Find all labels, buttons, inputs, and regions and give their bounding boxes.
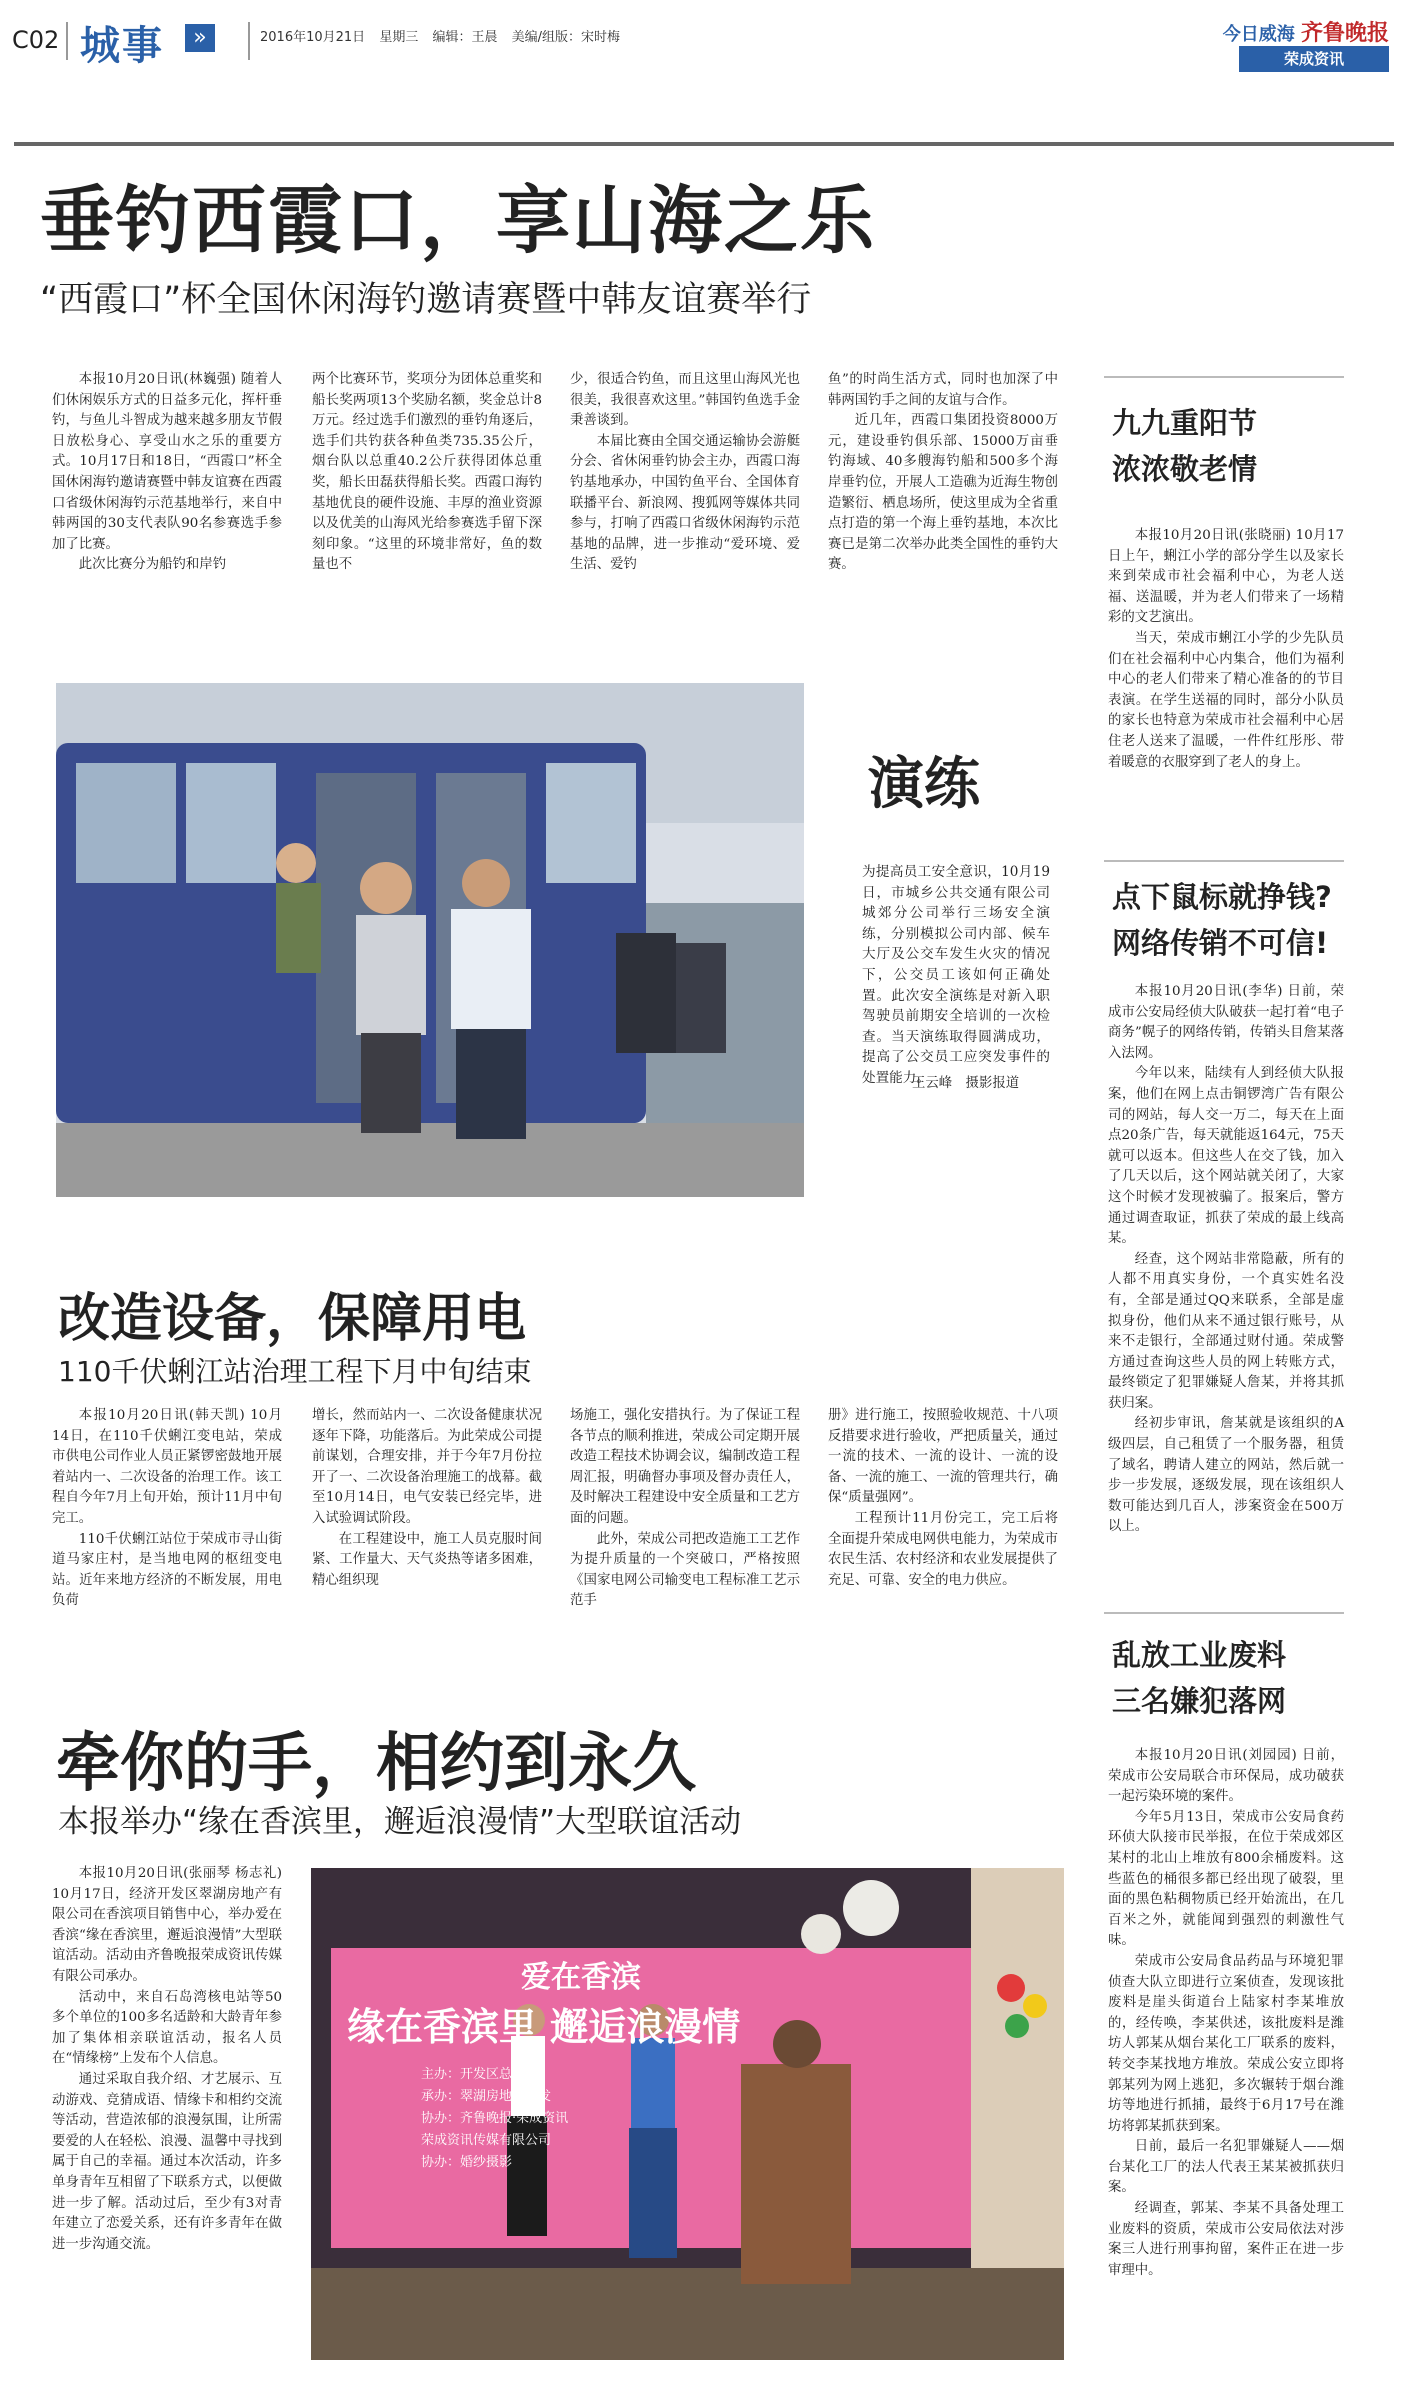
paragraph: 两个比赛环节，奖项分为团体总重奖和船长奖两项13个奖励名额，奖金总计8万元。经过选手们激烈的垂钓角逐后，选手们共钓获各种鱼类735.35公斤，烟台队以总重40.2公斤获得团体总重奖，船长田磊获得船长奖。西霞口海钓基地优良的硬件设施、丰厚的渔业资源以及优美的山海风光给参赛选手留下深刻印象。“这里的环境非常好，鱼的数量也不 (312, 372, 542, 573)
article-column (828, 370, 1058, 620)
col-s1 (1108, 526, 1344, 773)
article-column (52, 1406, 282, 1656)
paragraph: 本届比赛由全国交通运输协会游艇分会、省休闲垂钓协会主办，西霞口海钓基地承办，中国钓鱼平台、全国体育联播平台、新浪网、搜狐网等媒体共同参与，打响了西霞口省级休闲海钓示范基地的品牌，进一步推动“爱环境、爱生活、爱钓 (570, 433, 800, 573)
col-s2 (1108, 982, 1344, 1538)
paragraph: 日前，最后一名犯罪嫌疑人——烟台某化工厂的法人代表王某某被抓获归案。 (1108, 2139, 1344, 2196)
paragraph: 此外，荣成公司把改造施工工艺作为提升质量的一个突破口，严格按照《国家电网公司输变电工程标准工艺示范手 (570, 1531, 800, 1609)
paragraph: 本报10月20日讯(刘园园) 日前，荣成市公安局联合市环保局，成功破获一起污染环境的案件。 (1108, 1748, 1344, 1805)
paragraph: 通过采取自我介绍、才艺展示、互动游戏、竞猜成语、情缘卡和相约交流等活动，营造浓郁的浪漫氛围，让所需要爱的人在轻松、浪漫、温馨中寻找到属于自己的幸福。通过本次活动，许多单身青年互相留了下联系方式，以便做进一步了解。活动过后，至少有3对青年建立了恋爱关系，还有许多青年在做进一步沟通交流。 (52, 2071, 282, 2252)
col-a2-3 (570, 1406, 800, 1612)
side-article-body (1108, 1746, 1344, 2358)
bus-drill-photo (56, 683, 804, 1197)
event-photo (311, 1868, 1064, 2360)
banner-small-text: 爱在香滨 (521, 1960, 641, 1995)
article-column (570, 370, 800, 620)
side-headline: 九九重阳节 浓浓敬老情 (1112, 406, 1258, 486)
paragraph: 场施工，强化安措执行。为了保证工程各节点的顺利推进，荣成公司定期开展改造工程技术协调会议，编制改造工程周汇报，明确督办事项及督办责任人，及时解决工程建设中安全质量和工艺方面的问题。 (570, 1408, 800, 1526)
sidebar-rule (1104, 860, 1344, 862)
paragraph: 工程预计11月份完工，完工后将全面提升荣成电网供电能力，为荣成市农民生活、农村经济和农业发展提供了充足、可靠、安全的电力供应。 (828, 1510, 1058, 1588)
paragraph: 今年以来，陆续有人到经侦大队报案，他们在网上点击铜锣湾广告有限公司的网站，每人交一万二，每天在上面点20条广告，每天就能返164元，75天就可以返本。但这些人在交了钱，加入了几天以后，这个网站就关闭了，大家这个时候才发现被骗了。报案后，警方通过调查取证，抓获了荣成的最上线高某。 (1108, 1066, 1344, 1247)
paragraph: 鱼”的时尚生活方式，同时也加深了中韩两国钓手之间的友谊与合作。 (828, 372, 1058, 408)
paragraph: 本报10月20日讯(韩天凯) 10月14日，在110千伏蜊江变电站，荣成市供电公司作业人员正紧锣密鼓地开展着站内一、二次设备的治理工作。该工程自今年7月上旬开始，预计11月中旬完工。 (52, 1408, 282, 1526)
paragraph: 经初步审讯，詹某就是该组织的A级四层，自己租赁了一个服务器，租赁了域名，聘请人建立的网站，然后就一步一步发展，逐级发展，现在该组织人数可能达到几百人，涉案资金在500万以上。 (1108, 1416, 1344, 1535)
section-title: 城事 (80, 23, 164, 69)
divider (248, 22, 250, 60)
photo-credit: 王云峰 摄影报道 (912, 1076, 1020, 1091)
paragraph: 在工程建设中，施工人员克服时间紧、工作量大、天气炎热等诸多困难，精心组织现 (312, 1531, 542, 1588)
col-a1-3 (570, 370, 800, 576)
paragraph: 本报10月20日讯(张晓丽) 10月17日上午，蜊江小学的部分学生以及家长来到荣成市社会福利中心，为老人送福、送温暖，并为老人们带来了一场精彩的文艺演出。 (1108, 528, 1344, 626)
paragraph: 活动中，来自石岛湾核电站等50多个单位的100多名适龄和大龄青年参加了集体相亲联谊活动，报名人员在“情缘榜”上发布个人信息。 (52, 1989, 282, 2067)
col-a3-1 (52, 1864, 282, 2255)
article-column (312, 370, 542, 620)
article-column (52, 370, 282, 620)
header-rule (14, 142, 1394, 146)
col-a2-1 (52, 1406, 282, 1612)
side-article-body (1108, 982, 1344, 1594)
article-column (312, 1406, 542, 1656)
paragraph: 本报10月20日讯(张丽琴 杨志礼) 10月17日，经济开发区翠湖房地产有限公司在香滨项目销售中心，举办爱在香滨“缘在香滨里，邂逅浪漫情”大型联谊活动。活动由齐鲁晚报荣成资讯传媒有限公司承办。 (52, 1866, 282, 1984)
paragraph: 本报10月20日讯(林巍强) 随着人们休闲娱乐方式的日益多元化，挥杆垂钓，与鱼儿斗智成为越来越多朋友节假日放松身心、享受山水之乐的重要方式。10月17日和18日，“西霞口”杯全国休闲海钓邀请赛暨中韩友谊赛在西霞口省级休闲海钓示范基地举行，来自中韩两国的30支代表队90名参赛选手参加了比赛。 (52, 372, 282, 552)
article-column (828, 1406, 1058, 1656)
masthead (0, 0, 1409, 80)
divider (66, 22, 68, 60)
paragraph: 册》进行施工，按照验收规范、十八项反措要求进行验收，严把质量关，通过一流的技术、一流的设计、一流的设备、一流的施工、一流的管理共行，确保“质量强网”。 (828, 1408, 1058, 1506)
sidebar-rule (1104, 376, 1344, 378)
col-a2-4 (828, 1406, 1058, 1591)
paragraph: 荣成市公安局食品药品与环境犯罪侦查大队立即进行立案侦查，发现该批废料是崖头街道台上陆家村李某堆放的，经传唤，李某供述，该批废料是潍坊人郭某从烟台某化工厂联系的废料，转交李某找地方堆放。荣成公安立即将郭某列为网上逃犯，多次辗转于烟台潍坊等地进行抓捕，最终于6月17号在潍坊将郭某抓获到案。 (1108, 1953, 1344, 2134)
paragraph: 当天，荣成市蜊江小学的少先队员们在社会福利中心内集合，他们为福利中心的老人们带来了精心准备的的节目表演。在学生送福的同时，部分小队员的家长也特意为荣成市社会福利中心居住老人送来了温暖，一件件红彤彤、带着暖意的衣服穿到了老人的身上。 (1108, 630, 1344, 770)
sidebar-rule (1104, 1612, 1344, 1614)
page-number: C02 (12, 26, 60, 54)
chevron-icon: » (185, 24, 215, 52)
article-headline: 改造设备，保障用电 (58, 1289, 527, 1349)
brand: 今日威海 齐鲁晚报 (1222, 21, 1389, 46)
article-subtitle: 110千伏蜊江站治理工程下月中旬结束 (58, 1355, 532, 1388)
article-column (570, 1406, 800, 1656)
col-a1-1 (52, 370, 282, 576)
paragraph: 经查，这个网站非常隐蔽，所有的人都不用真实身份，一个真实姓名没有，全部是通过QQ来联系，全部是虚拟身份，他们从来不通过银行账号，从来不走银行，全部通过财付通。荣成警方通过查询这些人员的网上转账方式，最终锁定了犯罪嫌疑人詹某，并将其抓获归案。 (1108, 1251, 1344, 1411)
article-subtitle: “西霞口”杯全国休闲海钓邀请赛暨中韩友谊赛举行 (40, 280, 812, 320)
article-headline: 牵你的手，相约到永久 (56, 1727, 696, 1801)
paragraph: 此次比赛分为船钓和岸钓 (78, 557, 227, 573)
photo-caption: 为提高员工安全意识，10月19日，市城乡公共交通有限公司城郊分公司举行三场安全演练，分别模拟公司内部、候车大厅及公交车发生火灾的情况下，公交员工该如何正确处置。此次安全演练是对新入职驾驶员前期安全培训的一次检查。当天演练取得圆满成功，提高了公交员工应突发事件的处置能力。 (862, 864, 1050, 1086)
article-column (52, 1864, 282, 2364)
brand-section: 荣成资讯 (1239, 46, 1389, 72)
col-a1-2 (312, 370, 542, 576)
issue-meta: 2016年10月21日 星期三 编辑：王晨 美编/组版：宋时梅 (260, 30, 621, 45)
newspaper-logo: 齐鲁晚报 (1300, 21, 1389, 46)
paragraph: 经调查，郭某、李某不具备处理工业废料的资质，荣成市公安局依法对涉案三人进行刑事拘留，案件正在进一步审理中。 (1108, 2201, 1344, 2278)
side-headline: 点下鼠标就挣钱? 网络传销不可信! (1112, 880, 1332, 960)
paragraph: 增长，然而站内一、二次设备健康状况逐年下降，功能落后。为此荣成公司提前谋划，合理安排，并于今年7月份拉开了一、二次设备治理施工的战幕。截至10月14日，电气安装已经完毕，进入试验调试阶段。 (312, 1408, 542, 1526)
banner-sponsor-list: 主办：开发区总会 承办：翠湖房地产开发 协办：齐鲁晚报·荣成资讯 荣成资讯传媒有限公司 协办：婚纱摄影 (421, 2067, 569, 2170)
caption-title: 演练 (868, 752, 980, 817)
paragraph: 110千伏蜊江站位于荣成市寻山街道马家庄村，是当地电网的枢纽变电站。近年来地方经济的不断发展，用电负荷 (52, 1531, 282, 1609)
col-s3 (1108, 1746, 1344, 2281)
col-a2-2 (312, 1406, 542, 1591)
article-headline: 垂钓西霞口，享山海之乐 (40, 178, 876, 264)
side-headline: 乱放工业废料 三名嫌犯落网 (1112, 1638, 1287, 1718)
paragraph: 本报10月20日讯(李华) 日前，荣成市公安局经侦大队破获一起打着“电子商务”幌子的网络传销，传销头目詹某落入法网。 (1108, 984, 1344, 1061)
article-subtitle: 本报举办“缘在香滨里，邂逅浪漫情”大型联谊活动 (58, 1804, 742, 1840)
side-article-body (1108, 526, 1344, 846)
paragraph: 今年5月13日，荣成市公安局食药环侦大队接市民举报，在位于荣成郊区某村的北山上堆放有800余桶废料。这些蓝色的桶很多都已经出现了破裂，里面的黑色粘稠物质已经开始流出，在几百米之外，就能闻到强烈的刺激性气味。 (1108, 1809, 1344, 1949)
banner-main-text: 缘在香滨里 邂逅浪漫情 (347, 2005, 741, 2049)
col-a1-4 (828, 370, 1058, 576)
paragraph: 近几年，西霞口集团投资8000万元，建设垂钓俱乐部、15000万亩垂钓海域、40多艘海钓船和500多个海岸垂钓位，开展人工造礁为近海生物创造繁衍、栖息场所，使这里成为全省重点打造的第一个海上垂钓基地，本次比赛已是第二次举办此类全国性的垂钓大赛。 (828, 413, 1058, 573)
paragraph: 少，很适合钓鱼，而且这里山海风光也很美，我很喜欢这里。”韩国钓鱼选手金秉善谈到。 (570, 372, 800, 429)
